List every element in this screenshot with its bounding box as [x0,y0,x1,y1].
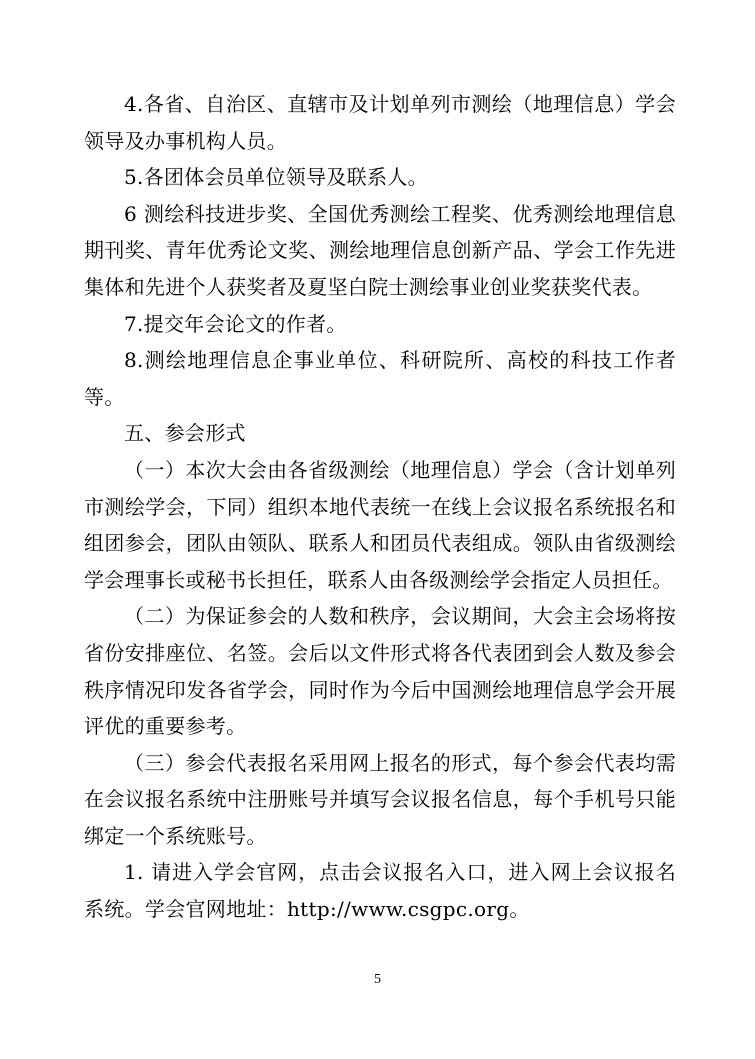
paragraph-part-1: （一）本次大会由各省级测绘（地理信息）学会（含计划单列市测绘学会，下同）组织本地代表统一在线上会议报名系统报名和组团参会，团队由领队、联系人和团员代表组成。领队由省级测绘学会理事长或秘书长担任，联系人由各级测绘学会指定人员担任。 [84,457,676,592]
list-item-5: 5.各团体会员单位领导及联系人。 [124,165,428,190]
list-item-6: 6 测绘科技进步奖、全国优秀测绘工程奖、优秀测绘地理信息期刊奖、青年优秀论文奖、测绘地理信息创新产品、学会工作先进集体和先进个人获奖者及夏坚白院士测绘事业创业奖获奖代表。 [84,201,676,299]
paragraph-step-1: 1. 请进入学会官网，点击会议报名入口，进入网上会议报名系统。学会官网地址：http://www.csgpc.org。 [84,860,676,922]
section-heading: 五、参会形式 [124,421,246,446]
paragraph-part-3: （三）参会代表报名采用网上报名的形式，每个参会代表均需在会议报名系统中注册账号并填写会议报名信息，每个手机号只能绑定一个系统账号。 [84,750,676,848]
paragraph-part-2: （二）为保证参会的人数和秩序，会议期间，大会主会场将按省份安排座位、名签。会后以文件形式将各代表团到会人数及参会秩序情况印发各省学会，同时作为今后中国测绘地理信息学会开展评优的重要参考。 [84,604,676,739]
page-number: 5 [374,972,381,987]
document-body [84,86,676,928]
list-item-8: 8.测绘地理信息企事业单位、科研院所、高校的科技工作者等。 [84,348,676,409]
list-item-4: 4.各省、自治区、直辖市及计划单列市测绘（地理信息）学会领导及办事机构人员。 [84,92,676,153]
list-item-7: 7.提交年会论文的作者。 [124,311,347,336]
